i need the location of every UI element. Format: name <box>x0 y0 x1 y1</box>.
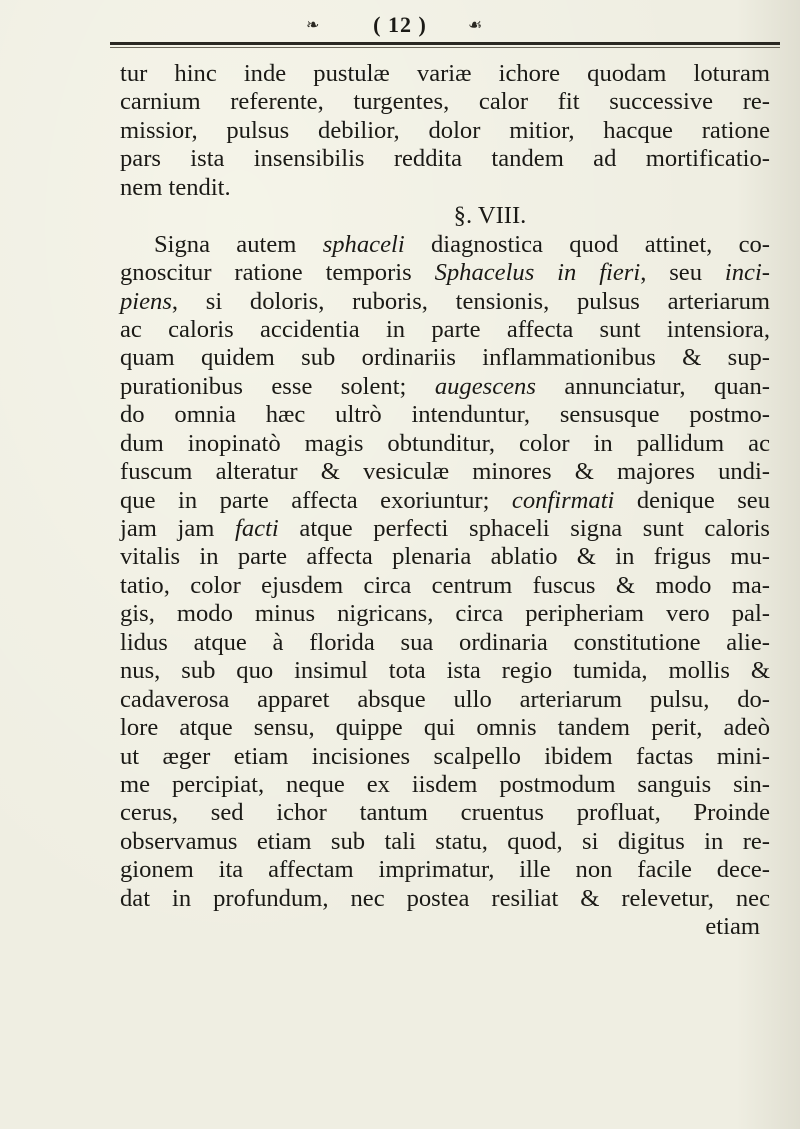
text-line: cerus, sed ichor tantum cruentus profluat, Proinde <box>120 799 770 827</box>
text-line: missior, pulsus debilior, dolor mitior, hacque ratione <box>120 116 770 144</box>
fleuron-right-icon: ☙ <box>468 17 483 34</box>
page-number: ( 12 ) <box>373 12 427 37</box>
text-line: quam quidem sub ordinariis inflammationibus & sup- <box>120 344 770 372</box>
text-line: lore atque sensu, quippe qui omnis tandem perit, adeò <box>120 714 770 742</box>
text-line: tatio, color ejusdem circa centrum fuscus & modo ma- <box>120 571 770 599</box>
section-heading: §. VIII. <box>453 202 527 230</box>
text-line: carnium referente, turgentes, calor fit successive re- <box>120 88 770 116</box>
text-line: dum inopinatò magis obtunditur, color in pallidum ac <box>120 429 770 457</box>
text-line: me percipiat, neque ex iisdem postmodum sanguis sin- <box>120 770 770 798</box>
header-rule-thin <box>110 47 780 48</box>
page-header <box>0 12 800 42</box>
text-line: nus, sub quo insimul tota ista regio tumida, mollis & <box>120 657 770 685</box>
header-rule <box>110 42 780 45</box>
text-line: cadaverosa apparet absque ullo arteriarum pulsu, do- <box>120 685 770 713</box>
text-line: do omnia hæc ultrò intenduntur, sensusque postmo- <box>120 401 770 429</box>
text-line: gnoscitur ratione temporis Sphacelus in fieri, seu inci- <box>120 259 770 287</box>
text-line: nem tendit. <box>120 173 231 201</box>
text-line: purationibus esse solent; augescens annunciatur, quan- <box>120 372 770 400</box>
text-line: Signa autem sphaceli diagnostica quod attinet, co- <box>154 230 770 258</box>
text-line: que in parte affecta exoriuntur; confirmati denique seu <box>120 486 771 514</box>
text-line: jam jam facti atque perfecti sphaceli signa sunt caloris <box>120 515 770 542</box>
text-line: pars ista insensibilis reddita tandem ad mortificatio- <box>120 145 770 173</box>
fleuron-left-icon: ❧ <box>306 17 320 34</box>
text-line: dat in profundum, nec postea resiliat & relevetur, nec <box>120 884 770 912</box>
text-line: ut æger etiam incisiones scalpello ibidem factas mini- <box>120 742 770 770</box>
text-line: fuscum alteratur & vesiculæ minores & majores undi- <box>120 458 770 486</box>
text-line: piens, si doloris, ruboris, tensionis, pulsus arteriarum <box>120 287 770 315</box>
text-line: gionem ita affectam imprimatur, ille non facile dece- <box>120 856 770 884</box>
text-line: vitalis in parte affecta plenaria ablatio & in frigus mu- <box>120 543 770 571</box>
text-line: lidus atque à florida sua ordinaria constitutione alie- <box>120 628 770 656</box>
text-line: ac caloris accidentia in parte affecta sunt intensiora, <box>120 315 770 343</box>
body-text <box>120 60 770 942</box>
text-line: observamus etiam sub tali statu, quod, si digitus in re- <box>120 827 770 855</box>
catchword: etiam <box>705 913 760 941</box>
text-line: gis, modo minus nigricans, circa peripheriam vero pal- <box>120 600 770 628</box>
text-line: tur hinc inde pustulæ variæ ichore quodam loturam <box>120 60 770 87</box>
